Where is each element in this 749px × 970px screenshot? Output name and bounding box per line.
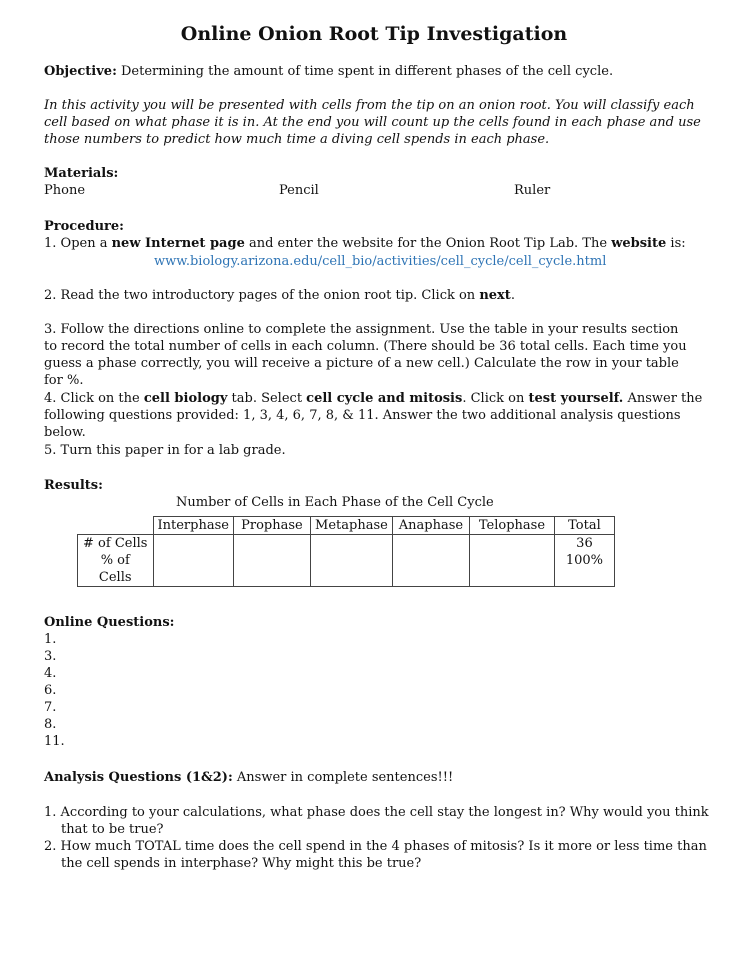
- cell-count-anaphase[interactable]: [392, 535, 469, 587]
- cell-count-telophase[interactable]: [469, 535, 554, 587]
- procedure-step-4: 4. Click on the cell biology tab. Select cell cycle and mitosis. Click on test yourself. Answer the following questions provided: 1, 3, 4, 6, 7, 8, & 11. Answer the two additional analysis questions below.: [44, 391, 703, 440]
- procedure-step-5: 5. Turn this paper in for a lab grade.: [44, 443, 286, 458]
- objective: [44, 63, 704, 80]
- cell-count-metaphase[interactable]: [310, 535, 392, 587]
- col-header-prophase: Prophase: [233, 517, 310, 535]
- materials-heading: Materials:: [44, 166, 119, 181]
- online-questions-heading: Online Questions:: [44, 615, 175, 630]
- question-number: 4.: [44, 666, 57, 681]
- question-number: 1.: [44, 632, 57, 647]
- objective-text: Determining the amount of time spent in different phases of the cell cycle.: [116, 64, 614, 79]
- procedure-heading: Procedure:: [44, 219, 124, 234]
- analysis-question-2: 2. How much TOTAL time does the cell spend in the 4 phases of mitosis? Is it more or less time than the cell spends in interphase? Why might this be true?: [44, 839, 707, 871]
- row-label-percent: % of Cells: [78, 552, 154, 587]
- lab-website-link[interactable]: www.biology.arizona.edu/cell_bio/activities/cell_cycle/cell_cycle.html: [154, 254, 607, 269]
- question-number: 11.: [44, 734, 65, 749]
- table-corner-cell: [78, 517, 154, 535]
- procedure-step-3: 3. Follow the directions online to complete the assignment. Use the table in your results section to record the total number of cells in each column. (There should be 36 total cells. Each time you guess a phase correctly, you will receive a picture of a new cell.) Calculate the row in your table for %.: [44, 322, 687, 388]
- procedure-step-2: 2. Read the two introductory pages of the onion root tip. Click on next.: [44, 288, 515, 303]
- question-number: 3.: [44, 649, 57, 664]
- results-heading: Results:: [44, 478, 103, 493]
- cell-count-prophase[interactable]: [233, 535, 310, 587]
- col-header-interphase: Interphase: [153, 517, 233, 535]
- material-ruler: Ruler: [514, 183, 551, 198]
- table-row-count: [78, 535, 615, 553]
- procedure-step-1: 1. Open a new Internet page and enter the website for the Onion Root Tip Lab. The website is:: [44, 236, 686, 251]
- analysis-question-1: 1. According to your calculations, what phase does the cell stay the longest in? Why would you think that to be true?: [44, 805, 709, 837]
- col-header-telophase: Telophase: [469, 517, 554, 535]
- material-pencil: Pencil: [279, 183, 319, 198]
- cell-phase-table: [77, 516, 615, 587]
- cell-count-interphase[interactable]: [153, 535, 233, 587]
- question-number: 8.: [44, 717, 57, 732]
- table-header-row: [78, 517, 615, 535]
- intro-paragraph: In this activity you will be presented with cells from the tip on an onion root. You will classify each cell based on what phase it is in. At the end you will count up the cells found in each phase and use those numbers to predict how much time a diving cell spends in each phase.: [44, 98, 701, 147]
- page-title: Online Onion Root Tip Investigation: [180, 23, 568, 45]
- question-number: 7.: [44, 700, 57, 715]
- col-header-total: Total: [554, 517, 614, 535]
- cell-count-total: 36: [554, 535, 614, 553]
- objective-label: Objective:: [44, 64, 117, 79]
- cell-percent-total: 100%: [554, 552, 614, 587]
- material-phone: Phone: [44, 183, 86, 198]
- question-number: 6.: [44, 683, 57, 698]
- table-caption: Number of Cells in Each Phase of the Cell Cycle: [176, 495, 494, 510]
- col-header-anaphase: Anaphase: [392, 517, 469, 535]
- col-header-metaphase: Metaphase: [310, 517, 392, 535]
- row-label-count: # of Cells: [78, 535, 154, 553]
- online-question-numbers: [44, 631, 65, 750]
- analysis-heading: Analysis Questions (1&2): Answer in complete sentences!!!: [44, 770, 454, 785]
